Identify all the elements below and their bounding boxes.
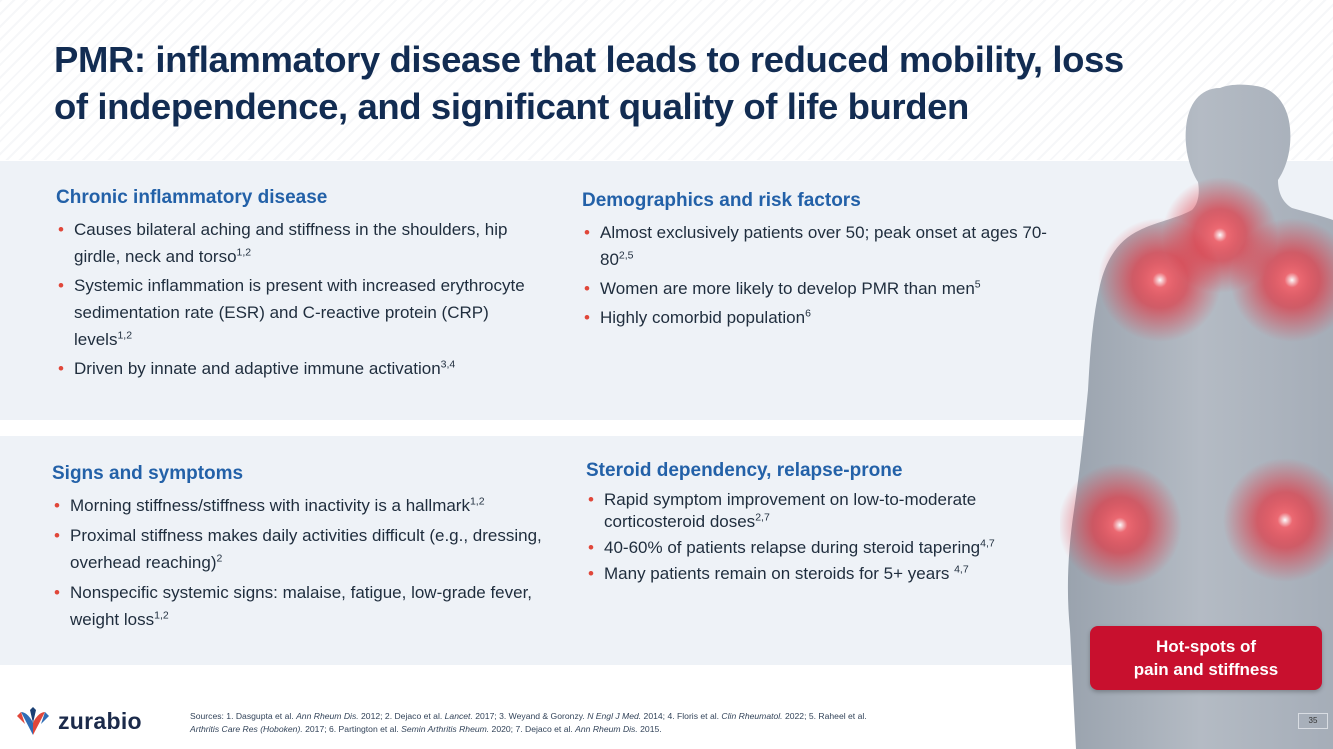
section-heading: Demographics and risk factors [582, 190, 861, 211]
hotspots-callout-badge [1090, 626, 1322, 690]
hotspot-left-hip [1060, 463, 1182, 587]
section-heading: Chronic inflammatory disease [56, 187, 328, 208]
bullet-list [582, 219, 1052, 331]
section-demographics [582, 189, 1052, 333]
page-number: 35 [1298, 713, 1328, 729]
bullet-list [56, 216, 526, 382]
sources-line-1: Sources: 1. Dasgupta et al. Ann Rheum Dis. 2012; 2. Dejaco et al. Lancet. 2017; 3. Weyand & Goronzy. N Engl J Med. 2014; 4. Floris et al. Clin Rheumatol. 2022; 5. Raheel et al. [190, 711, 867, 721]
bullet-list [52, 492, 542, 633]
list-item: • Morning stiffness/stiffness with inactivity is a hallmark$^{1,2}$ [52, 492, 542, 519]
list-item: • Proximal stiffness makes daily activities difficult (e.g., dressing, overhead reaching)$^2$ [52, 522, 542, 576]
list-item: • Women are more likely to develop PMR than men$^5$ [582, 275, 1052, 302]
section-heading: Signs and symptoms [52, 463, 244, 484]
section-signs-and-symptoms [52, 462, 542, 636]
list-item: • Rapid symptom improvement on low-to-moderate corticosteroid doses$^{2,7}$ [586, 489, 1046, 533]
bullet-list [586, 489, 1046, 585]
sources-line-2: Arthritis Care Res (Hoboken). 2017; 6. Partington et al. Semin Arthritis Rheum. 2020; 7. Dejaco et al. Ann Rheum Dis. 2015. [190, 724, 662, 734]
list-item: • 40-60% of patients relapse during steroid tapering$^{4,7}$ [586, 537, 1046, 559]
list-item: • Systemic inflammation is present with increased erythrocyte sedimentation rate (ESR) and C-reactive protein (CRP) levels$^{1,2}$ [56, 272, 526, 353]
hotspot-left-shoulder [1098, 218, 1222, 342]
zurabio-leaf-logo-icon [16, 706, 50, 736]
badge-line-1: Hot-spots of [1155, 637, 1257, 656]
list-item: • Driven by innate and adaptive immune activation$^{3,4}$ [56, 355, 526, 382]
sources-footnote [190, 710, 1270, 736]
list-item: • Almost exclusively patients over 50; peak onset at ages 70-80$^{2,5}$ [582, 219, 1052, 273]
list-item: • Highly comorbid population$^6$ [582, 304, 1052, 331]
section-heading: Steroid dependency, relapse-prone [586, 460, 903, 481]
section-steroid-dependency [586, 459, 1046, 589]
logo-wordmark: zurabio [58, 707, 142, 734]
list-item: • Causes bilateral aching and stiffness in the shoulders, hip girdle, neck and torso$^{1,2}$ [56, 216, 526, 270]
slide-title: PMR: inflammatory disease that leads to reduced mobility, loss of independence, and significant quality of life burden [54, 39, 1124, 127]
list-item: • Nonspecific systemic signs: malaise, fatigue, low-grade fever, weight loss$^{1,2}$ [52, 579, 542, 633]
badge-line-2: pain and stiffness [1133, 660, 1279, 679]
company-logo [16, 703, 142, 739]
list-item: • Many patients remain on steroids for 5+ years $^{4,7}$ [586, 563, 1046, 585]
section-chronic-inflammatory-disease [56, 186, 526, 384]
